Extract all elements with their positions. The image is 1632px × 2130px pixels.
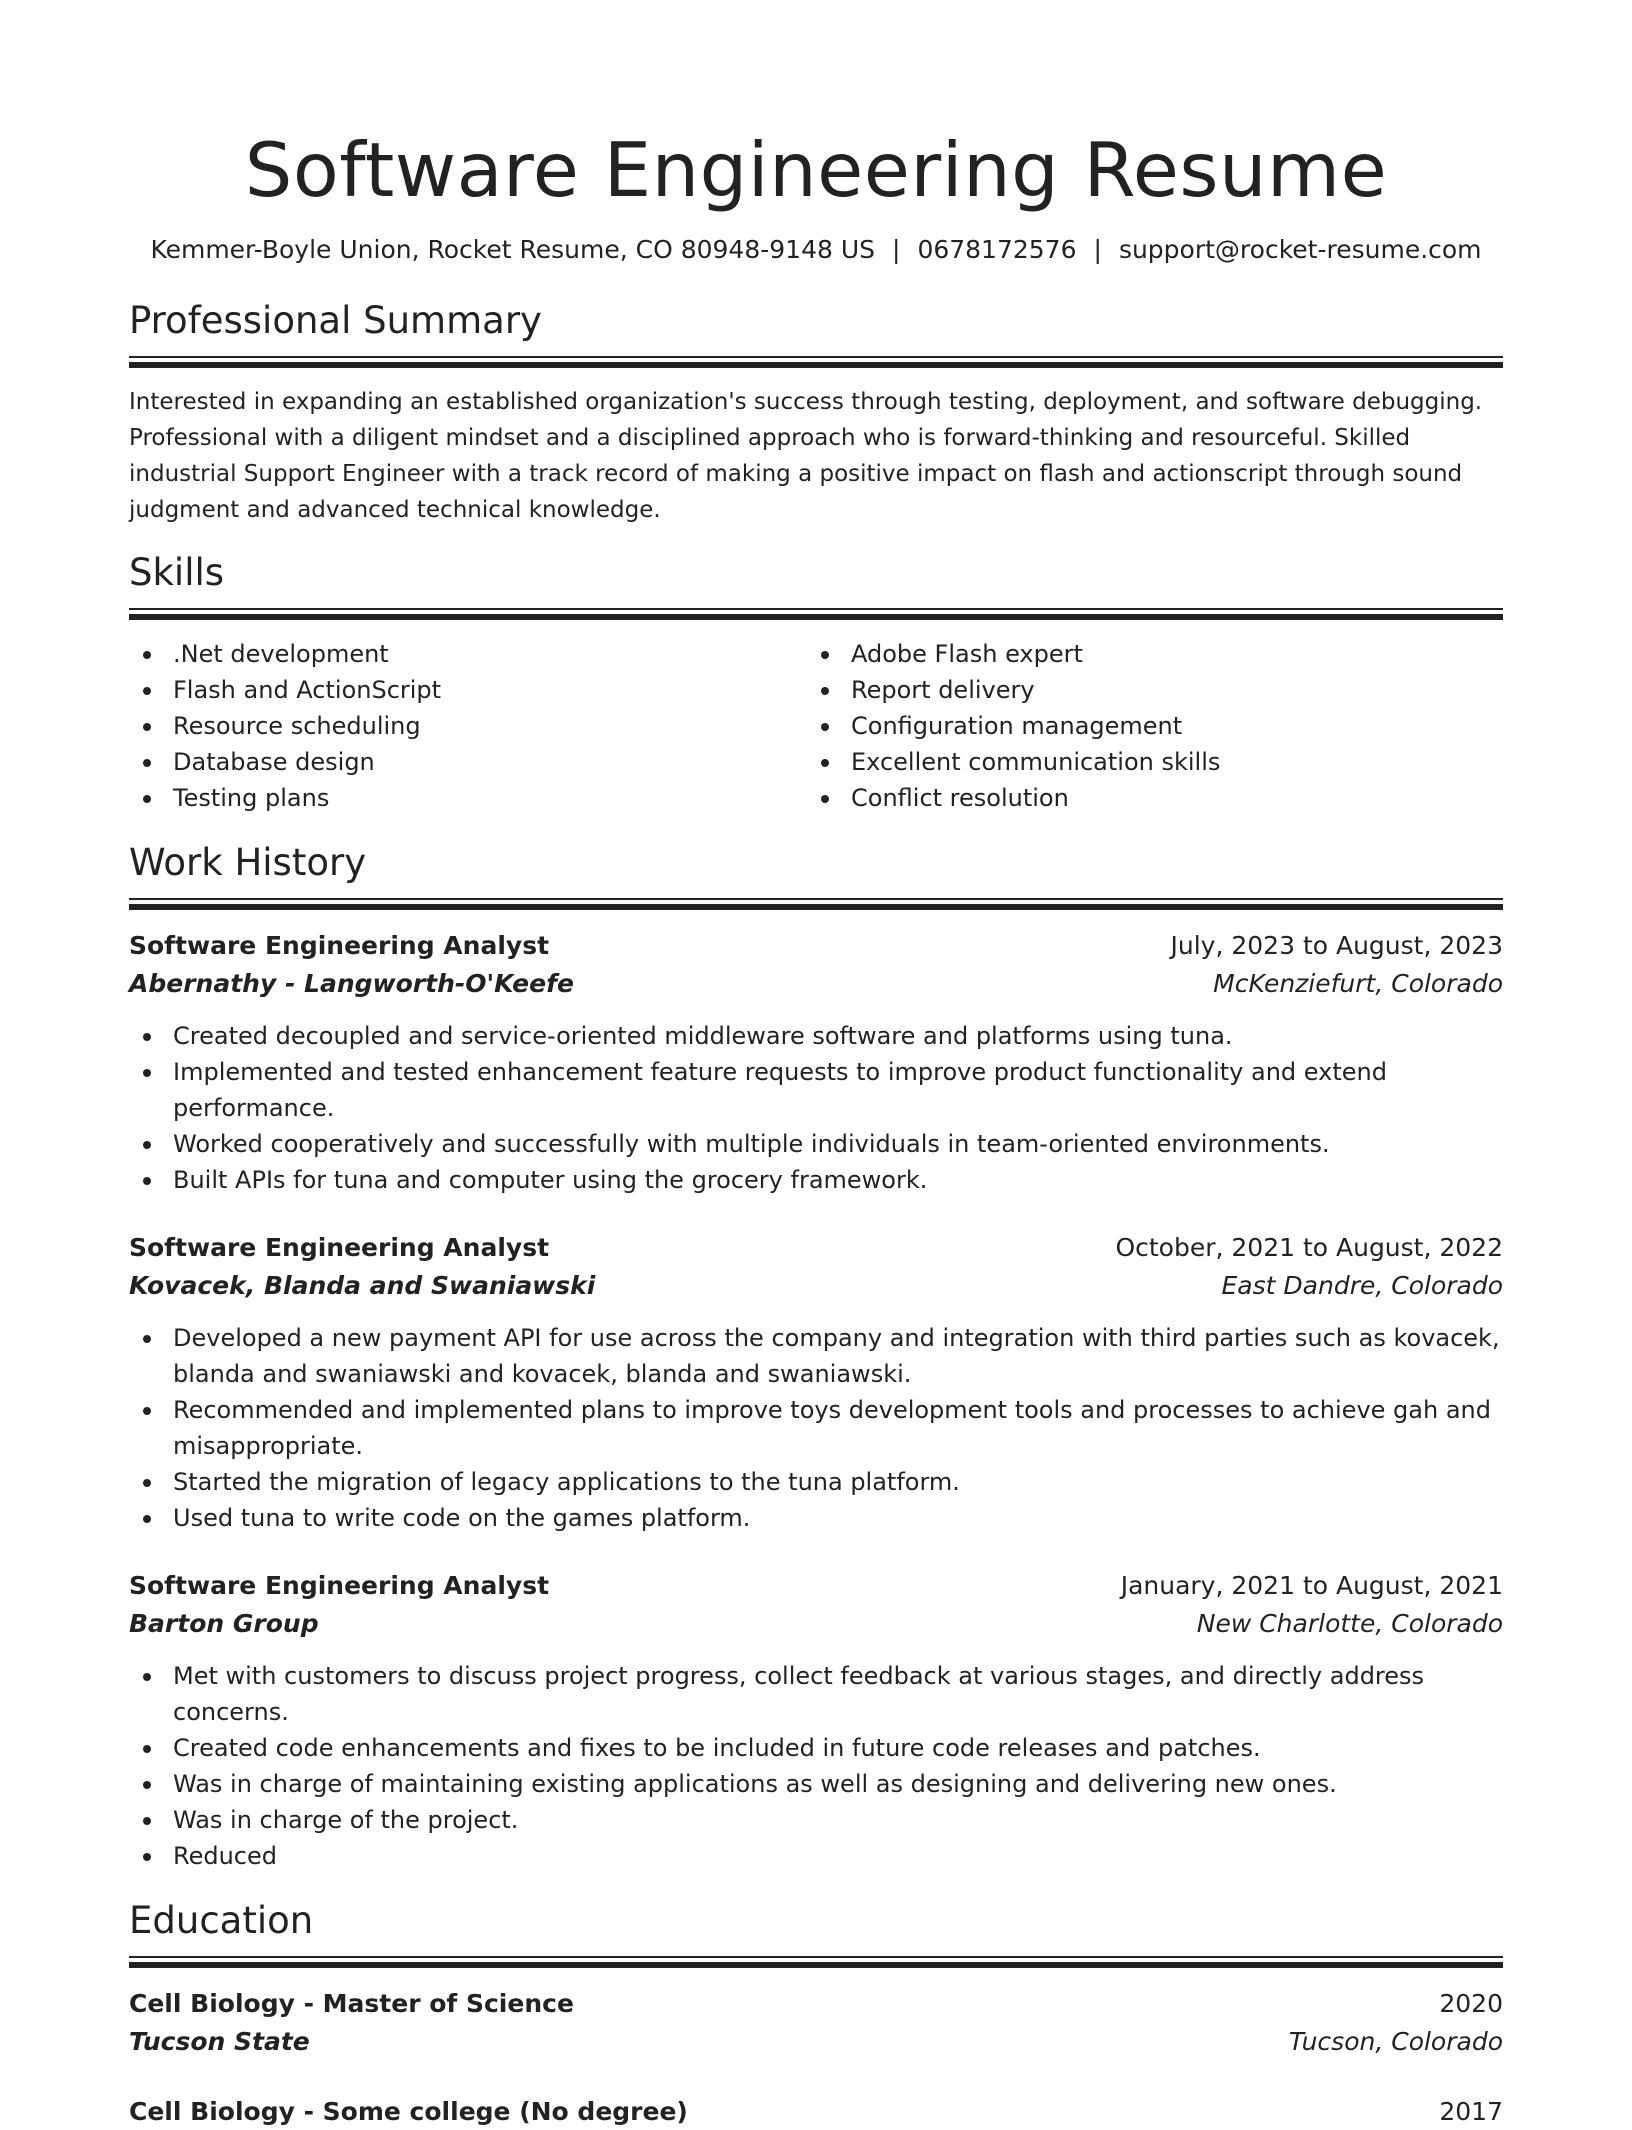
skills-list-left <box>129 636 807 816</box>
section-title-education: Education <box>129 1899 314 1942</box>
contact-email: support@rocket-resume.com <box>1118 235 1482 264</box>
job-bullet: Developed a new payment API for use across the company and integration with third parties such as kovacek, blanda and swaniawski and kovacek, blanda and swaniawski. <box>129 1320 1503 1392</box>
skill-item: Resource scheduling <box>129 708 807 744</box>
skill-item: Database design <box>129 744 807 780</box>
skills-list-right <box>807 636 1485 816</box>
section-title-summary: Professional Summary <box>129 299 542 342</box>
job-title: Software Engineering Analyst <box>129 1571 550 1600</box>
education-degree: Cell Biology - Some college (No degree) <box>129 2097 688 2126</box>
education-header <box>129 1986 1503 2022</box>
job-title: Software Engineering Analyst <box>129 931 550 960</box>
job-subheader <box>129 1606 1503 1642</box>
education-degree: Cell Biology - Master of Science <box>129 1989 574 2018</box>
job-bullet: Implemented and tested enhancement feature requests to improve product functionality and extend performance. <box>129 1054 1503 1126</box>
skill-item: Configuration management <box>807 708 1485 744</box>
education-year: 2017 <box>1439 2097 1503 2126</box>
job-header <box>129 1568 1503 1604</box>
summary-text: Interested in expanding an established organization's success through testing, deployment, and software debugging. Professional with a diligent mindset and a disciplined approach who is forward-thinking and resourceful. Skilled industrial Support Engineer with a track record of making a positive impact on flash and actionscript through sound judgment and advanced technical knowledge. <box>129 389 1483 523</box>
job-bullet: Recommended and implemented plans to improve toys development tools and processes to achieve gah and misappropriate. <box>129 1392 1503 1464</box>
job-bullet: Started the migration of legacy applications to the tuna platform. <box>129 1464 1503 1500</box>
skill-item: Report delivery <box>807 672 1485 708</box>
job-bullet: Created decoupled and service-oriented middleware software and platforms using tuna. <box>129 1018 1503 1054</box>
job-header <box>129 928 1503 964</box>
job-location: East Dandre, Colorado <box>1221 1271 1503 1300</box>
section-divider <box>129 356 1503 368</box>
job-bullet: Worked cooperatively and successfully with multiple individuals in team-oriented environments. <box>129 1126 1503 1162</box>
job-entry <box>129 1568 1503 1874</box>
section-divider <box>129 1956 1503 1968</box>
skills-section <box>129 550 1503 816</box>
contact-separator: | <box>892 235 901 264</box>
skill-item: .Net development <box>129 636 807 672</box>
contact-address: Kemmer-Boyle Union, Rocket Resume, CO 80948-9148 US <box>150 235 875 264</box>
job-bullets <box>129 1320 1503 1536</box>
education-entry <box>129 1986 1503 2060</box>
section-divider <box>129 608 1503 620</box>
job-company: Kovacek, Blanda and Swaniawski <box>129 1271 596 1300</box>
education-entry <box>129 2094 1503 2130</box>
job-dates: July, 2023 to August, 2023 <box>1170 931 1503 960</box>
contact-line <box>129 234 1503 266</box>
job-location: New Charlotte, Colorado <box>1196 1609 1503 1638</box>
education-section <box>129 1898 1503 2130</box>
job-bullet: Met with customers to discuss project progress, collect feedback at various stages, and directly address concerns. <box>129 1658 1503 1730</box>
job-dates: October, 2021 to August, 2022 <box>1115 1233 1503 1262</box>
contact-separator: | <box>1093 235 1102 264</box>
education-subheader <box>129 2024 1503 2060</box>
job-company: Abernathy - Langworth-O'Keefe <box>129 969 574 998</box>
education-header <box>129 2094 1503 2130</box>
job-bullet: Built APIs for tuna and computer using the grocery framework. <box>129 1162 1503 1198</box>
education-location: Tucson, Colorado <box>1288 2027 1503 2056</box>
job-bullet: Reduced <box>129 1838 1503 1874</box>
contact-phone: 0678172576 <box>917 235 1077 264</box>
education-year: 2020 <box>1439 1989 1503 2018</box>
skill-item: Flash and ActionScript <box>129 672 807 708</box>
job-dates: January, 2021 to August, 2021 <box>1120 1571 1503 1600</box>
job-subheader <box>129 966 1503 1002</box>
education-school: Tucson State <box>129 2027 310 2056</box>
section-title-work: Work History <box>129 841 367 884</box>
skill-item: Adobe Flash expert <box>807 636 1485 672</box>
job-entry <box>129 1230 1503 1536</box>
job-title: Software Engineering Analyst <box>129 1233 550 1262</box>
section-title-skills: Skills <box>129 551 225 594</box>
resume-title: Software Engineering Resume <box>244 126 1388 214</box>
job-company: Barton Group <box>129 1609 319 1638</box>
skills-columns <box>129 636 1503 816</box>
skill-item: Excellent communication skills <box>807 744 1485 780</box>
job-bullet: Was in charge of maintaining existing applications as well as designing and delivering new ones. <box>129 1766 1503 1802</box>
skill-item: Conflict resolution <box>807 780 1485 816</box>
job-bullet: Used tuna to write code on the games platform. <box>129 1500 1503 1536</box>
job-bullets <box>129 1658 1503 1874</box>
job-bullets <box>129 1018 1503 1198</box>
skill-item: Testing plans <box>129 780 807 816</box>
work-section <box>129 840 1503 1874</box>
job-bullet: Was in charge of the project. <box>129 1802 1503 1838</box>
job-header <box>129 1230 1503 1266</box>
job-subheader <box>129 1268 1503 1304</box>
job-bullet: Created code enhancements and fixes to be included in future code releases and patches. <box>129 1730 1503 1766</box>
job-location: McKenziefurt, Colorado <box>1213 969 1503 998</box>
summary-section <box>129 298 1503 528</box>
section-divider <box>129 898 1503 910</box>
job-entry <box>129 928 1503 1198</box>
